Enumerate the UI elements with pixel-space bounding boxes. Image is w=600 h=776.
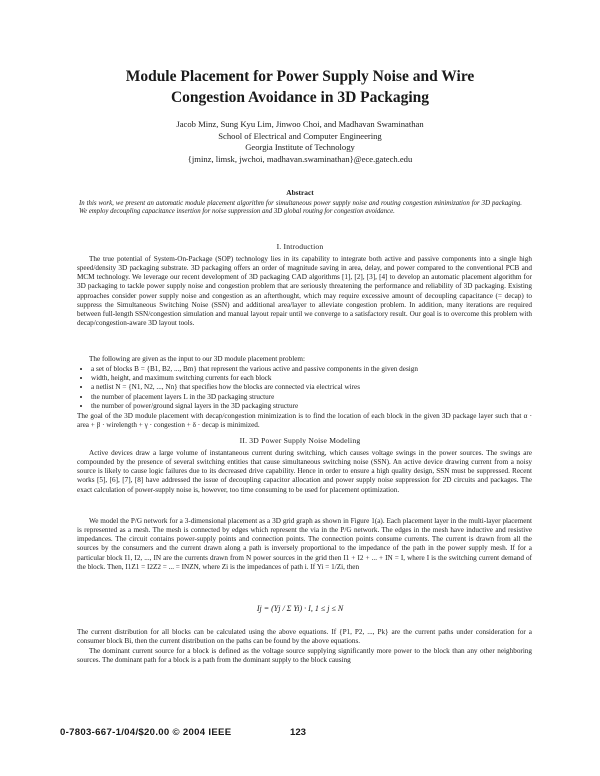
- model-paragraph-2: We model the P/G network for a 3-dimensional placement as a 3D grid graph as shown in Figure 1(a). Each placement layer in the multi-layer placement is represented as a mesh. The mesh is connected by edges which represent the via in the P/G network. The edges in the mesh have inductive and resistive impedances. The circuit contains power-supply points and connection points. The connection points consume currents. The current is drawn from all the sources by the consumers and the current drawn along a path is inversely proportional to the impedance of the path in the power supply mesh. If for a particular block I1, I2, ..., IN are the currents drawn from N power sources in the grid then I1 + I2 + ... + IN = I, where I is the switching current demand of the block. Then, I1Z1 = I2Z2 = ... = INZN, where Zi is the impedances of path i. If Yi = 1/Zi, then: [77, 517, 532, 571]
- copyright-footer: 0-7803-667-1/04/$20.00 © 2004 IEEE: [60, 727, 232, 738]
- section-1-heading: I. Introduction: [276, 242, 324, 251]
- title-line-1: Module Placement for Power Supply Noise and Wire: [125, 68, 475, 85]
- title-line-2: Congestion Avoidance in 3D Packaging: [170, 89, 430, 106]
- model-paragraph-3: The current distribution for all blocks can be calculated using the above equations. If {P1, P2, ..., Pk} are the current paths under consideration for a consumer block Bi, then the current distribution on the paths can be found by the above equations.: [77, 628, 532, 646]
- current-equation: Ij = (Yj / Σ Yi) · I, 1 ≤ j ≤ N: [256, 604, 344, 613]
- affiliation-institute: Georgia Institute of Technology: [245, 142, 355, 153]
- model-paragraph-4: The dominant current source for a block is defined as the voltage source supplying significantly more power to the block than any other neighboring sources. The dominant path for a block is a path from the dominant supply to the block causing: [77, 647, 532, 665]
- input-list: [77, 365, 546, 411]
- author-emails: {jminz, limsk, jwchoi, madhavan.swaminathan}@ece.gatech.edu: [187, 153, 413, 164]
- author-names: Jacob Minz, Sung Kyu Lim, Jinwoo Choi, and Madhavan Swaminathan: [176, 119, 424, 129]
- intro-paragraph-2: The following are given as the input to our 3D module placement problem:: [89, 355, 305, 363]
- page-number: 123: [290, 727, 307, 738]
- intro-paragraph-1: The true potential of System-On-Package (SOP) technology lies in its capability to integrate both active and passive components into a single high speed/density 3D packaging substrate. 3D packaging offers an order of magnitude saving in area, delay, and power compared to the conventional PCB and MCM technology. We leverage our recent development of 3D packaging CAD algorithms [1], [2], [3], [4] to develop an automatic placement algorithm for 3D packaging to tackle power supply noise and congestion problem that are seriously threatening the performance and reliability of 3D packaging. Existing approaches consider power supply noise and congestion as an afterthought, which may require excessive amount of decoupling capacitance (= decap) to suppress the Simultaneous Switching Noise (SSN) and additional area/layer to alleviate congestion problem. In addition, many iterations are required between full-length SSN/congestion simulation and manual layout repair until we converge to a satisfactory result. Our goal is to overcome this problem with decap/congestion-aware 3D layout tools.: [77, 255, 532, 328]
- author-block: [60, 119, 540, 165]
- list-item: • a netlist N = {N1, N2, ..., Nn} that specifies how the blocks are connected via electrical wires: [91, 383, 546, 392]
- intro-paragraph-3: The goal of the 3D module placement with decap/congestion minimization is to find the location of each block in the given 3D package layer such that α · area + β · wirelength + γ · congestion + δ · decap is minimized.: [77, 412, 532, 430]
- affiliation-school: School of Electrical and Computer Engineering: [218, 130, 382, 141]
- section-2-heading: II. 3D Power Supply Noise Modeling: [239, 436, 361, 445]
- abstract-text: In this work, we present an automatic module placement algorithm for simultaneous power supply noise and routing congestion minimization for 3D packaging. We employ decoupling capacitance insertion for noise suppression and 3D global routing for congestion avoidance.: [79, 200, 522, 216]
- list-item: • the number of power/ground signal layers in the 3D packaging structure: [91, 402, 546, 411]
- list-item: • a set of blocks B = {B1, B2, ..., Bm} that represent the various active and passive components in the given design: [91, 365, 546, 374]
- abstract-heading: Abstract: [286, 188, 314, 197]
- paper-title: [60, 66, 540, 108]
- list-item: • the number of placement layers L in the 3D packaging structure: [91, 393, 546, 402]
- list-item: • width, height, and maximum switching currents for each block: [91, 374, 546, 383]
- model-paragraph-1: Active devices draw a large volume of instantaneous current during switching, which causes voltage swings in the power sources. The swings are compounded by the presence of several switching entities that cause simultaneous switching noise (SSN). An active device drawing current from a noisy source is likely to cause logic failures due to its decreased drive capability. Hence in order to ensure a high quality design, SSN must be suppressed. Recent works [5], [6], [7], [8] have addressed the issue of decoupling capacitor allocation and power supply noise suppression for 2D circuits and packages. The exact calculation of power-supply noise is, however, too time consuming to be used for placement optimization.: [77, 449, 532, 494]
